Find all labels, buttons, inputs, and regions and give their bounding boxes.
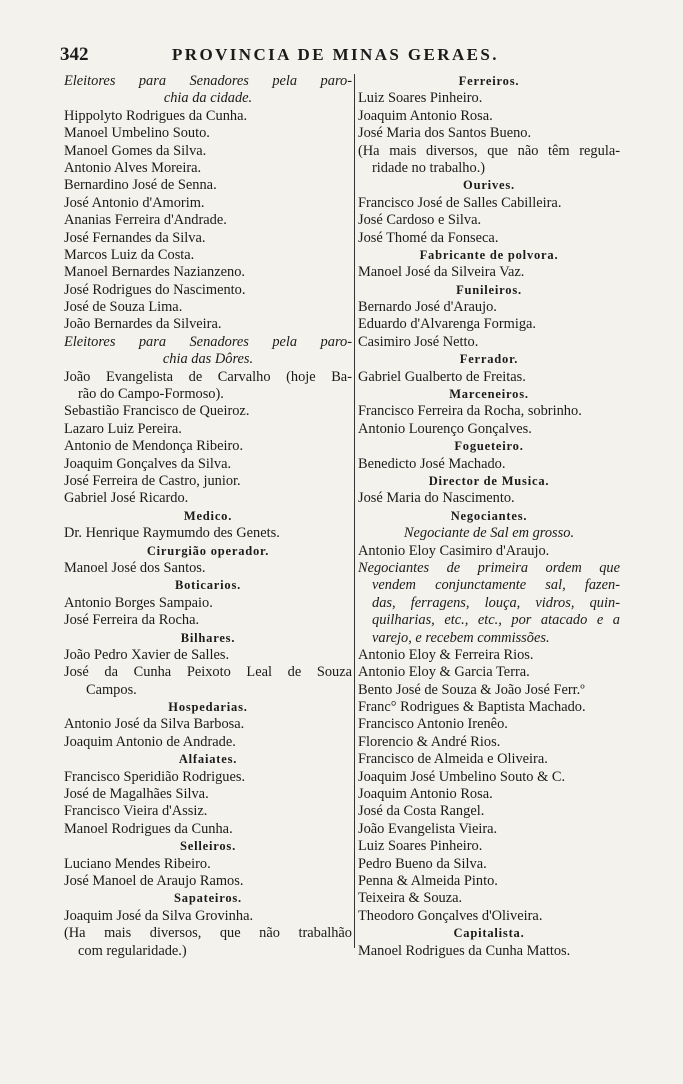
section-heading: Marceneiros. xyxy=(449,387,529,402)
list-item: José Rodrigues do Nascimento. xyxy=(64,281,246,298)
section-heading: Sapateiros. xyxy=(174,891,242,906)
subsection-heading: Negociante de Sal em grosso. xyxy=(403,525,575,542)
list-item: Antonio Lourenço Gonçalves. xyxy=(358,420,532,437)
list-item: José Maria dos Santos Bueno. xyxy=(358,125,532,142)
list-item: Francisco Speridião Rodrigues. xyxy=(64,768,246,785)
list-item: João Pedro Xavier de Salles. xyxy=(64,646,230,663)
list-item: Sebastião Francisco de Queiroz. xyxy=(64,403,250,420)
list-item: Penna & Almeida Pinto. xyxy=(358,872,498,889)
list-item: Francisco de Almeida e Oliveira. xyxy=(358,751,548,768)
section-heading: Eleitores para Senadores pela paro- xyxy=(64,73,352,89)
list-item: Franc° Rodrigues & Baptista Machado. xyxy=(358,699,586,716)
list-item: Francisco Vieira d'Assiz. xyxy=(64,803,208,820)
note: (Ha mais diversos, que não têm regula- xyxy=(358,142,620,159)
list-item: Ananias Ferreira d'Andrade. xyxy=(64,212,227,229)
list-item: Manoel José da Silveira Vaz. xyxy=(358,264,525,281)
list-item: Florencio & André Rios. xyxy=(358,733,501,750)
list-item: Eduardo d'Alvarenga Formiga. xyxy=(358,316,537,333)
list-item: Lazaro Luiz Pereira. xyxy=(64,420,182,437)
page-number: 342 xyxy=(60,44,89,65)
list-item: Joaquim José Umbelino Souto & C. xyxy=(358,768,566,785)
section-heading: Funileiros. xyxy=(456,282,522,297)
section-heading: chia das Dôres. xyxy=(162,351,254,368)
list-item: José Antonio d'Amorim. xyxy=(64,194,205,211)
section-heading: Selleiros. xyxy=(179,839,237,854)
list-item: Luiz Soares Pinheiro. xyxy=(358,838,483,855)
list-item: Dr. Henrique Raymumdo des Genets. xyxy=(64,525,280,542)
section-heading: Eleitores para Senadores pela paro- xyxy=(64,333,352,350)
section-heading: Ferreiros. xyxy=(458,74,520,88)
list-item: Joaquim Antonio de Andrade. xyxy=(64,733,236,750)
list-item: José Fernandes da Silva. xyxy=(64,229,206,246)
list-item: José Maria do Nascimento. xyxy=(358,490,515,507)
right-column xyxy=(358,73,620,960)
subsection-heading: vendem conjunctamente sal, fazen- xyxy=(372,577,620,594)
section-heading: Ourives. xyxy=(463,178,515,193)
list-item: Antonio Eloy Casimiro d'Araujo. xyxy=(358,542,550,559)
subsection-heading: quilharias, etc., etc., por atacado e a xyxy=(372,612,620,629)
section-heading: Medico. xyxy=(183,508,233,523)
section-heading: Alfaiates. xyxy=(178,752,238,767)
list-item: Joaquim Antonio Rosa. xyxy=(358,107,493,124)
list-item: Benedicto José Machado. xyxy=(358,455,506,472)
section-heading: Ferrador. xyxy=(459,352,519,367)
list-item: Campos. xyxy=(86,681,137,698)
list-item: Gabriel José Ricardo. xyxy=(64,490,189,507)
list-item: Luciano Mendes Ribeiro. xyxy=(64,855,211,872)
list-item: Manoel Umbelino Souto. xyxy=(64,125,210,142)
list-item: Francisco Antonio Irenêo. xyxy=(358,716,508,733)
section-heading: Fabricante de polvora. xyxy=(419,247,559,262)
list-item: João Evangelista Vieira. xyxy=(358,820,498,837)
section-heading: Negociantes. xyxy=(450,508,528,523)
section-heading: Cirurgião operador. xyxy=(146,543,270,558)
list-item: Marcos Luiz da Costa. xyxy=(64,246,195,263)
list-item: Bernardo José d'Araujo. xyxy=(358,299,497,316)
subsection-heading: varejo, e recebem commissões. xyxy=(372,629,550,646)
list-item: José Ferreira da Rocha. xyxy=(64,612,200,629)
section-heading: Hospedarias. xyxy=(168,700,248,715)
list-item: rão do Campo-Formoso). xyxy=(78,386,224,403)
list-item: José da Cunha Peixoto Leal de Souza xyxy=(64,664,352,681)
list-item: Francisco José de Salles Cabilleira. xyxy=(358,194,562,211)
running-title: PROVINCIA DE MINAS GERAES. xyxy=(172,45,499,64)
list-item: Antonio Alves Moreira. xyxy=(64,159,202,176)
list-item: Joaquim Gonçalves da Silva. xyxy=(64,455,232,472)
list-item: João Evangelista de Carvalho (hoje Ba- xyxy=(64,368,352,385)
list-item: José Manoel de Araujo Ramos. xyxy=(64,872,244,889)
list-item: Luiz Soares Pinheiro. xyxy=(358,90,483,107)
note: com regularidade.) xyxy=(78,942,187,959)
list-item: Antonio Eloy & Ferreira Rios. xyxy=(358,646,534,663)
list-item: José Ferreira de Castro, junior. xyxy=(64,472,241,489)
list-item: Gabriel Gualberto de Freitas. xyxy=(358,368,526,385)
list-item: Francisco Ferreira da Rocha, sobrinho. xyxy=(358,403,582,420)
list-item: José de Souza Lima. xyxy=(64,299,183,316)
list-item: Hippolyto Rodrigues da Cunha. xyxy=(64,107,248,124)
list-item: Manoel Rodrigues da Cunha Mattos. xyxy=(358,942,571,959)
list-item: José Cardoso e Silva. xyxy=(358,212,482,229)
column-divider xyxy=(354,74,355,948)
list-item: Pedro Bueno da Silva. xyxy=(358,855,487,872)
list-item: João Bernardes da Silveira. xyxy=(64,316,222,333)
list-item: Antonio Borges Sampaio. xyxy=(64,594,213,611)
list-item: Bernardino José de Senna. xyxy=(64,177,217,194)
list-item: Manoel Bernardes Nazianzeno. xyxy=(64,264,246,281)
list-item: José da Costa Rangel. xyxy=(358,803,485,820)
list-item: Manoel Gomes da Silva. xyxy=(64,142,207,159)
section-heading: Capitalista. xyxy=(453,926,525,941)
list-item: Joaquim Antonio Rosa. xyxy=(358,786,493,803)
list-item: Antonio Eloy & Garcia Terra. xyxy=(358,664,530,681)
section-heading: chia da cidade. xyxy=(163,90,253,107)
section-heading: Director de Musica. xyxy=(428,473,550,488)
list-item: Joaquim José da Silva Grovinha. xyxy=(64,907,254,924)
list-item: Theodoro Gonçalves d'Oliveira. xyxy=(358,907,543,924)
list-item: Manoel José dos Santos. xyxy=(64,559,206,576)
list-item: Bento José de Souza & João José Ferr.º xyxy=(358,681,585,698)
list-item: Manoel Rodrigues da Cunha. xyxy=(64,820,233,837)
section-heading: Fogueteiro. xyxy=(454,439,524,454)
list-item: Antonio de Mendonça Ribeiro. xyxy=(64,438,244,455)
section-heading: Bilhares. xyxy=(180,630,236,645)
list-item: Casimiro José Netto. xyxy=(358,333,479,350)
left-column xyxy=(64,73,352,960)
page-header xyxy=(60,44,626,70)
note: (Ha mais diversos, que não trabalhão xyxy=(64,925,352,942)
list-item: Antonio José da Silva Barbosa. xyxy=(64,716,245,733)
list-item: José de Magalhães Silva. xyxy=(64,786,209,803)
list-item: Teixeira & Souza. xyxy=(358,890,463,907)
subsection-heading: das, ferragens, louça, vidros, quin- xyxy=(372,594,620,611)
subsection-heading: Negociantes de primeira ordem que xyxy=(358,559,620,576)
list-item: José Thomé da Fonseca. xyxy=(358,229,499,246)
section-heading: Boticarios. xyxy=(174,578,242,593)
note: ridade no trabalho.) xyxy=(372,159,486,176)
